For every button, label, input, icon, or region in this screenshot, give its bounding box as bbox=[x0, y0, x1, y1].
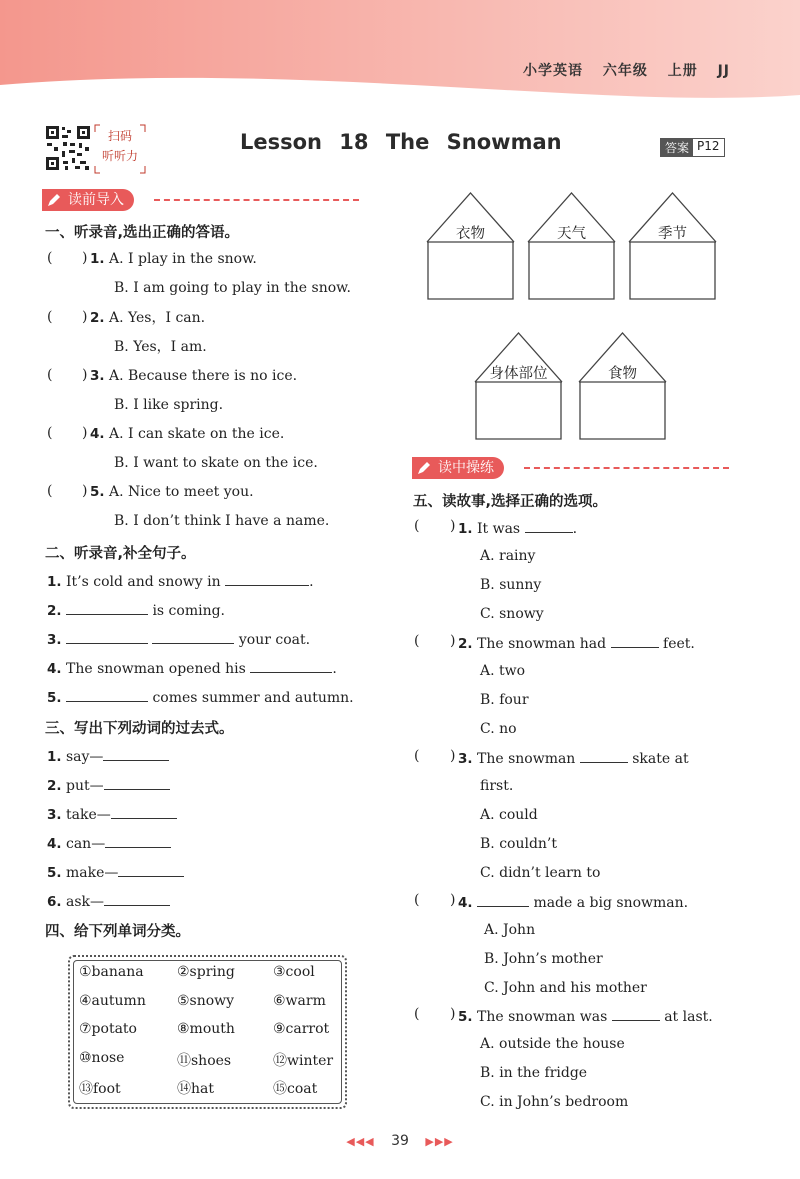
answer-paren[interactable]: ( bbox=[414, 748, 420, 764]
category-house[interactable] bbox=[578, 332, 667, 440]
question-number: 2. bbox=[47, 778, 62, 794]
answer-option: A. outside the house bbox=[480, 1036, 625, 1052]
word-item: ③cool bbox=[273, 964, 315, 980]
answer-paren[interactable]: ( bbox=[414, 633, 420, 649]
house-label: 天气 bbox=[557, 226, 586, 242]
fill-sentence bbox=[47, 600, 225, 620]
answer-blank[interactable] bbox=[66, 629, 148, 644]
house-outline bbox=[578, 332, 667, 440]
qr-code-icon[interactable] bbox=[45, 125, 91, 171]
pencil-icon bbox=[46, 192, 62, 208]
word-item: ⑦potato bbox=[79, 1021, 137, 1037]
category-house[interactable] bbox=[628, 192, 717, 300]
option-b-text: B. I am going to play in the snow. bbox=[114, 280, 351, 296]
story-question bbox=[458, 892, 688, 912]
question-number: 5. bbox=[47, 865, 62, 881]
answer-paren[interactable]: ( bbox=[414, 518, 420, 534]
answer-blank[interactable] bbox=[66, 600, 148, 615]
answer-option: B. sunny bbox=[480, 577, 542, 593]
answer-paren: ) bbox=[450, 518, 456, 534]
answer-blank[interactable] bbox=[250, 658, 332, 673]
story-question bbox=[458, 748, 689, 768]
answer-paren[interactable]: ( bbox=[47, 367, 53, 383]
sentence-text: The snowman opened his bbox=[65, 661, 246, 677]
option-a-text: A. I play in the snow. bbox=[108, 251, 257, 267]
question-number: 1. bbox=[47, 574, 62, 590]
house-label: 食物 bbox=[608, 366, 637, 382]
question-option-b bbox=[114, 338, 207, 356]
question-option-a bbox=[90, 425, 284, 443]
answer-blank[interactable] bbox=[104, 891, 170, 906]
question-number: 1. bbox=[458, 521, 473, 537]
question-number: 4. bbox=[47, 836, 62, 852]
answer-option: A. John bbox=[484, 922, 536, 938]
answer-option: C. no bbox=[480, 721, 517, 737]
verb-item bbox=[47, 804, 177, 824]
answer-blank[interactable] bbox=[612, 1006, 660, 1021]
option-b-text: B. I don’t think I have a name. bbox=[114, 513, 330, 529]
word-item: ⑨carrot bbox=[273, 1021, 330, 1037]
answer-option: B. couldn’t bbox=[480, 836, 558, 852]
house-outline bbox=[426, 192, 515, 300]
house-outline bbox=[527, 192, 616, 300]
page-footer bbox=[0, 1133, 800, 1149]
answer-blank[interactable] bbox=[611, 633, 659, 648]
answer-paren: ) bbox=[82, 483, 88, 499]
answer-reference bbox=[660, 138, 725, 157]
question-number: 5. bbox=[90, 484, 105, 500]
option-b-text: B. Yes，I am. bbox=[114, 339, 207, 355]
verb-text: put— bbox=[65, 778, 104, 794]
answer-option: A. two bbox=[480, 663, 526, 679]
verb-item bbox=[47, 862, 184, 882]
sentence-text: It’s cold and snowy in bbox=[65, 574, 221, 590]
part5-heading: 五、读故事,选择正确的选项。 bbox=[413, 494, 608, 510]
option-b-text: B. I want to skate on the ice. bbox=[114, 455, 318, 471]
word-item: ⑥warm bbox=[273, 993, 326, 1009]
answer-option: B. John’s mother bbox=[484, 951, 603, 967]
answer-blank[interactable] bbox=[525, 518, 573, 533]
answer-blank[interactable] bbox=[111, 804, 177, 819]
sentence-text: comes summer and autumn. bbox=[152, 690, 354, 706]
option-b-text: B. I like spring. bbox=[114, 397, 224, 413]
header-subject: 小学英语 bbox=[522, 63, 583, 79]
question-text: . bbox=[572, 521, 578, 537]
answer-blank[interactable] bbox=[105, 833, 171, 848]
prev-arrows-icon: ◀◀◀ bbox=[346, 1135, 375, 1148]
answer-option: C. in John’s bedroom bbox=[480, 1094, 629, 1110]
answer-paren[interactable]: ( bbox=[414, 892, 420, 908]
house-label: 衣物 bbox=[456, 226, 485, 242]
word-item: ⑭hat bbox=[177, 1081, 214, 1097]
question-number: 2. bbox=[458, 636, 473, 652]
question-number: 3. bbox=[90, 368, 105, 384]
answer-label: 答案 bbox=[661, 139, 693, 156]
question-number: 2. bbox=[47, 603, 62, 619]
next-arrows-icon: ▶▶▶ bbox=[425, 1135, 454, 1148]
answer-paren: ) bbox=[450, 1006, 456, 1022]
question-number: 3. bbox=[458, 751, 473, 767]
question-text: The snowman had bbox=[476, 636, 607, 652]
story-question bbox=[458, 518, 577, 538]
header-band bbox=[0, 0, 800, 110]
word-item: ⑪shoes bbox=[177, 1053, 232, 1069]
verb-text: make— bbox=[65, 865, 119, 881]
word-item: ⑧mouth bbox=[177, 1021, 235, 1037]
word-item: ⑩nose bbox=[79, 1050, 125, 1066]
answer-option: A. could bbox=[480, 807, 538, 823]
category-house[interactable] bbox=[527, 192, 616, 300]
answer-paren: ) bbox=[450, 633, 456, 649]
question-option-a bbox=[90, 367, 297, 385]
question-text: at last. bbox=[664, 1009, 713, 1025]
answer-blank[interactable] bbox=[580, 748, 628, 763]
category-house[interactable] bbox=[426, 192, 515, 300]
question-number: 3. bbox=[47, 632, 62, 648]
question-text: It was bbox=[476, 521, 521, 537]
question-number: 5. bbox=[47, 690, 62, 706]
question-number: 3. bbox=[47, 807, 62, 823]
question-continuation: first. bbox=[480, 778, 514, 794]
question-option-b bbox=[114, 512, 329, 530]
answer-page: P12 bbox=[697, 139, 720, 153]
answer-blank[interactable] bbox=[118, 862, 184, 877]
part4-heading: 四、给下列单词分类。 bbox=[45, 924, 190, 940]
answer-paren[interactable]: ( bbox=[414, 1006, 420, 1022]
question-number: 4. bbox=[458, 895, 473, 911]
answer-blank[interactable] bbox=[66, 687, 148, 702]
answer-paren[interactable]: ( bbox=[47, 483, 53, 499]
question-option-b bbox=[114, 454, 318, 472]
fill-sentence bbox=[47, 658, 337, 678]
question-option-b bbox=[114, 279, 351, 297]
answer-blank[interactable] bbox=[477, 892, 529, 907]
sentence-text: . bbox=[309, 574, 314, 590]
header-grade: 六年级 bbox=[602, 63, 648, 79]
header-edition: JJ bbox=[717, 63, 730, 79]
verb-item bbox=[47, 746, 169, 766]
option-a-text: A. I can skate on the ice. bbox=[108, 426, 285, 442]
fill-sentence bbox=[47, 687, 354, 707]
answer-option: C. snowy bbox=[480, 606, 544, 622]
answer-option: B. four bbox=[480, 692, 529, 708]
answer-paren: ) bbox=[82, 367, 88, 383]
answer-option: A. rainy bbox=[480, 548, 536, 564]
section-banner-read-before: 读前导入 bbox=[42, 189, 367, 211]
verb-text: can— bbox=[65, 836, 106, 852]
question-option-a bbox=[90, 309, 205, 327]
word-item: ④autumn bbox=[79, 993, 146, 1009]
sentence-text: is coming. bbox=[152, 603, 226, 619]
question-number: 2. bbox=[90, 310, 105, 326]
header-info bbox=[509, 60, 730, 80]
page-title: Lesson 18 The Snowman bbox=[240, 130, 562, 154]
answer-blank[interactable] bbox=[104, 775, 170, 790]
option-a-text: A. Nice to meet you. bbox=[108, 484, 254, 500]
verb-item bbox=[47, 833, 171, 853]
verb-text: take— bbox=[65, 807, 111, 823]
part1-heading: 一、听录音,选出正确的答语。 bbox=[45, 225, 240, 241]
word-item: ⑫winter bbox=[273, 1053, 334, 1069]
scan-label-brackets bbox=[94, 124, 146, 174]
question-text: feet. bbox=[663, 636, 695, 652]
word-item: ⑤snowy bbox=[177, 993, 235, 1009]
option-a-text: A. Because there is no ice. bbox=[108, 368, 298, 384]
question-text: skate at bbox=[632, 751, 689, 767]
word-item: ⑮coat bbox=[273, 1081, 318, 1097]
answer-option: B. in the fridge bbox=[480, 1065, 588, 1081]
header-volume: 上册 bbox=[667, 63, 698, 79]
fill-sentence bbox=[47, 571, 314, 591]
verb-text: say— bbox=[65, 749, 104, 765]
option-a-text: A. Yes，I can. bbox=[108, 310, 206, 326]
pencil-icon bbox=[416, 460, 432, 476]
scan-listen-label: 扫码 听听力 bbox=[101, 129, 138, 163]
answer-option: C. John and his mother bbox=[484, 980, 647, 996]
house-label: 身体部位 bbox=[489, 366, 548, 382]
question-text: made a big snowman. bbox=[533, 895, 689, 911]
word-item: ①banana bbox=[79, 964, 144, 980]
answer-paren[interactable]: ( bbox=[47, 250, 53, 266]
fill-sentence bbox=[47, 629, 310, 649]
question-number: 4. bbox=[90, 426, 105, 442]
question-option-a bbox=[90, 483, 254, 501]
part2-heading: 二、听录音,补全句子。 bbox=[45, 546, 196, 562]
part3-heading: 三、写出下列动词的过去式。 bbox=[45, 721, 234, 737]
category-house[interactable] bbox=[474, 332, 563, 440]
answer-paren[interactable]: ( bbox=[47, 309, 53, 325]
answer-paren: ) bbox=[82, 425, 88, 441]
verb-text: ask— bbox=[65, 894, 104, 910]
verb-item bbox=[47, 775, 170, 795]
question-number: 1. bbox=[90, 251, 105, 267]
story-question bbox=[458, 633, 695, 653]
answer-option: C. didn’t learn to bbox=[480, 865, 601, 881]
question-number: 1. bbox=[47, 749, 62, 765]
answer-blank[interactable] bbox=[225, 571, 309, 586]
house-outline bbox=[474, 332, 563, 440]
question-text: The snowman was bbox=[476, 1009, 608, 1025]
sentence-text: your coat. bbox=[238, 632, 311, 648]
house-outline bbox=[628, 192, 717, 300]
house-label: 季节 bbox=[658, 226, 687, 242]
question-number: 6. bbox=[47, 894, 62, 910]
page-number: 39 bbox=[391, 1133, 409, 1149]
verb-item bbox=[47, 891, 170, 911]
answer-paren: ) bbox=[450, 748, 456, 764]
word-item: ⑬foot bbox=[79, 1081, 121, 1097]
question-option-a bbox=[90, 250, 257, 268]
answer-paren: ) bbox=[450, 892, 456, 908]
question-text: The snowman bbox=[476, 751, 576, 767]
answer-blank[interactable] bbox=[103, 746, 169, 761]
answer-paren: ) bbox=[82, 250, 88, 266]
question-option-b bbox=[114, 396, 223, 414]
sentence-text: . bbox=[332, 661, 337, 677]
word-item: ②spring bbox=[177, 964, 235, 980]
answer-paren[interactable]: ( bbox=[47, 425, 53, 441]
answer-paren: ) bbox=[82, 309, 88, 325]
answer-blank[interactable] bbox=[152, 629, 234, 644]
question-number: 5. bbox=[458, 1009, 473, 1025]
story-question bbox=[458, 1006, 713, 1026]
question-number: 4. bbox=[47, 661, 62, 677]
section-banner-read-during: 读中操练 bbox=[412, 457, 734, 479]
